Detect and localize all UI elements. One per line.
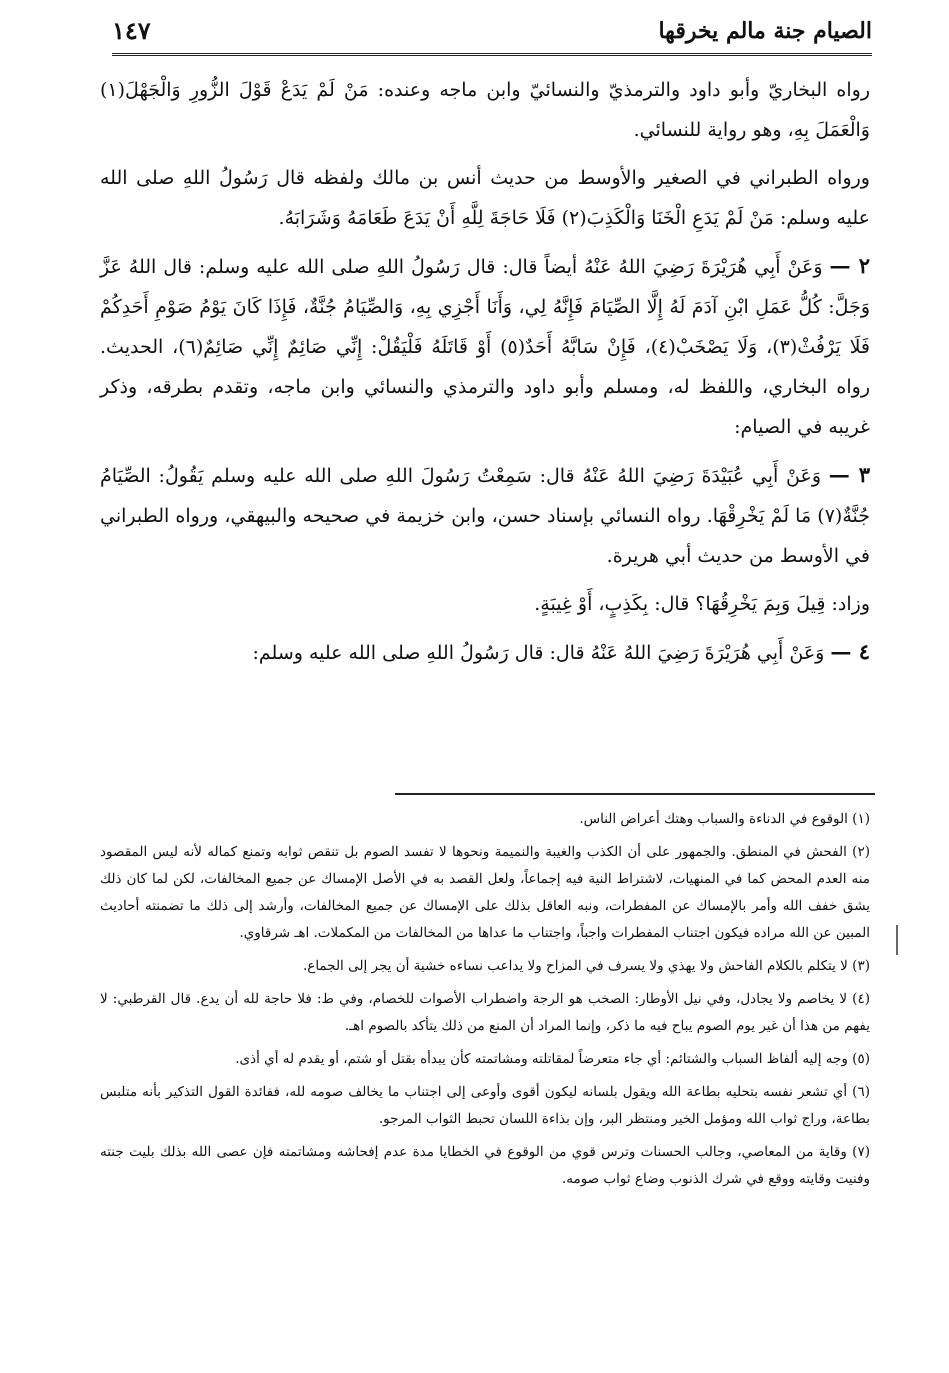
paragraph-3: وزاد: قِيلَ وَبِمَ يَخْرِقُهَا؟ قال: بِكَذِبٍ، أَوْ غِيبَةٍ. [534,593,870,615]
main-text [100,70,870,681]
footnote-3: (٣) لا يتكلم بالكلام الفاحش ولا يهذي ولا يسرف في المزاح ولا يداعب نساءه خشية أن يجر إلى الجماع. [302,958,870,974]
footnote-separator [395,793,875,795]
hadith-number: ٤ — [830,639,870,664]
paragraph-2: ورواه الطبراني في الصغير والأوسط من حديث أنس بن مالك ولفظه قال رَسُولُ اللهِ صلى الله عليه وسلم: مَنْ لَمْ يَدَعِ الْخَنَا وَالْكَذِبَ(٢) فَلَا حَاجَةَ لِلَّهِ أَنْ يَدَعَ طَعَامَهُ وَشَرَابَهُ. [100,167,870,229]
hadith-text: وَعَنْ أَبِي عُبَيْدَةَ رَضِيَ اللهُ عَنْهُ قال: سَمِعْتُ رَسُولَ اللهِ صلى الله عليه وسلم يَقُولُ: الصِّيَامُ جُنَّةٌ(٧) مَا لَمْ يَخْرِقْهَا. رواه النسائي بإسناد حسن، وابن خزيمة في صحيحه والبيهقي، ورواه الطبراني في الأوسط من حديث أبي هريرة. [100,465,870,567]
footnotes [100,806,870,1199]
hadith-4 [100,632,870,673]
hadith-3 [100,455,870,576]
running-title: الصيام جنة مالم يخرقها [658,17,872,44]
footnote-1: (١) الوقوع في الدناءة والسباب وهتك أعراض الناس. [579,811,870,827]
footnote-7: (٧) وقاية من المعاصي، وجالب الحسنات وترس قوي من الوقوع في الخطايا مدة عدم إفحاشه ومشاتمته فإن عصى الله بذلك بليت جنته وفنيت وقايته ووقع في شرك الذنوب وضاع ثواب صومه. [100,1144,870,1187]
hadith-2 [100,246,870,447]
margin-mark [896,925,898,955]
hadith-number: ٢ — [829,253,870,278]
footnote-6: (٦) أي تشعر نفسه بتحليه بطاعة الله ويقول بلسانه ليكون أقوى وأوعى إلى اجتناب ما يخالف صومه لله، ففائدة القول التذكير بأنه متلبس بطاعة، وراج ثواب الله ومؤمل الخير ومنتظر البر، وإن بذاءة اللسان تحبط الثواب المرجو. [100,1084,870,1127]
footnote-2: (٢) الفحش في المنطق. والجمهور على أن الكذب والغيبة والنميمة ونحوها لا تفسد الصوم بل تنقص ثوابه وتمنع كماله لأنه ليس المقصود منه العدم المحض كما في المنهيات، لاشتراط النية فيه إجماعاً، ولعل القصد به في الأصل الإمساك عن جميع المخالفات، لكن لما كان ذلك يشق خفف الله وأمر بالإمساك عن المفطرات، ونبه العاقل بذلك على الإمساك عن جميع المخالفات، وأرشد إلى ذلك ما تضمنته أحاديث المبين عن الله مراده فيكون اجتناب المفطرات واجباً، واجتناب ما عداها من المخالفات من المكملات. اهـ شرقاوي. [100,844,870,941]
hadith-text: وَعَنْ أَبِي هُرَيْرَةَ رَضِيَ اللهُ عَنْهُ أيضاً قال: قال رَسُولُ اللهِ صلى الله عليه وسلم: قال اللهُ عَزَّ وَجَلَّ: كُلُّ عَمَلِ ابْنِ آدَمَ لَهُ إِلَّا الصِّيَامَ فَإِنَّهُ لِي، وَأَنَا أَجْزِي بِهِ، وَالصِّيَامُ جُنَّةٌ، فَإِذَا كَانَ يَوْمُ صَوْمِ أَحَدِكُمْ فَلَا يَرْفُثْ(٣)، وَلَا يَصْخَبْ(٤)، فَإِنْ سَابَّهُ أَحَدٌ(٥) أَوْ قَاتَلَهُ فَلْيَقُلْ: إِنِّي صَائِمٌ إِنِّي صَائِمٌ(٦)، الحديث. رواه البخاري، واللفظ له، ومسلم وأبو داود والترمذي والنسائي وابن ماجه، وتقدم بطرقه، وذكر غريبه في الصيام: [100,256,870,438]
footnote-4: (٤) لا يخاصم ولا يجادل، وفي نيل الأوطار: الصخب هو الرجة واضطراب الأصوات للخصام، وفي ط: فلا حاجة لله أن يدع. قال القرطبي: لا يفهم من هذا أن غير يوم الصوم يباح فيه ما ذكر، وإنما المراد أن المنع من ذلك يتأكد بالصوم اهـ. [100,991,870,1034]
footnote-5: (٥) وجه إليه ألفاظ السباب والشتائم: أي جاء متعرضاً لمقاتلته ومشاتمته كأن يبدأه بقتل أو شتم، أو يقدم له أي أذى. [235,1051,870,1067]
hadith-number: ٣ — [828,462,870,487]
hadith-text: وَعَنْ أَبِي هُرَيْرَةَ رَضِيَ اللهُ عَنْهُ قال: قال رَسُولُ اللهِ صلى الله عليه وسلم: [252,642,825,664]
paragraph-1: رواه البخاريّ وأبو داود والترمذيّ والنسائيّ وابن ماجه وعنده: مَنْ لَمْ يَدَعْ قَوْلَ الزُّورِ وَالْجَهْلَ(١) وَالْعَمَلَ بِهِ، وهو رواية للنسائي. [100,79,870,141]
running-header [112,8,872,56]
page-number: ١٤٧ [112,16,151,45]
